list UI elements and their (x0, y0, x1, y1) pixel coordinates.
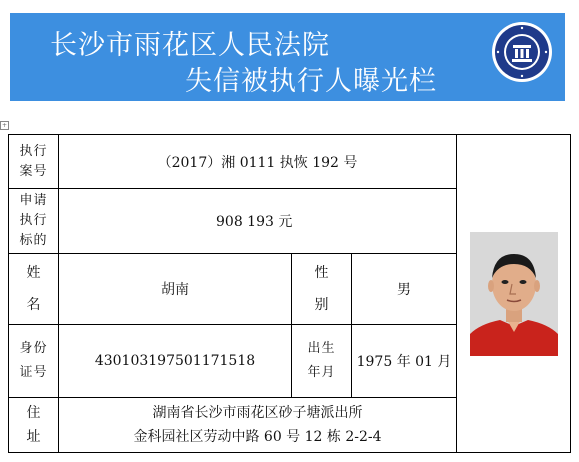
table-anchor-icon: + (1, 122, 8, 129)
table-row (9, 135, 571, 189)
defaulter-info-table (8, 134, 571, 453)
birth-value: 1975 年 01 月 (352, 325, 457, 398)
address-label: 住址 (26, 405, 41, 445)
gender-value: 男 (352, 254, 457, 325)
address-line-1: 湖南省长沙市雨花区砂子塘派出所 (152, 405, 363, 421)
birth-label: 出生年月 (307, 341, 336, 380)
case-number-value: （2017）湘 0111 执恢 192 号 (59, 135, 457, 189)
name-value: 胡南 (59, 254, 292, 325)
amount-label: 申请执行标的 (19, 193, 48, 248)
person-photo (470, 232, 558, 356)
amount-value: 908 193 元 (59, 189, 457, 254)
gender-label: 性别 (314, 265, 329, 313)
court-title: 长沙市雨花区人民法院 (50, 30, 330, 61)
header-banner (10, 13, 565, 101)
id-number-value: 430103197501171518 (59, 325, 292, 398)
id-number-label: 身份证号 (19, 341, 48, 380)
banner-subtitle: 失信被执行人曝光栏 (185, 66, 437, 97)
address-value (59, 398, 457, 453)
name-label: 姓名 (26, 265, 41, 313)
address-line-2: 金科园社区劳动中路 60 号 12 栋 2-2-4 (133, 429, 382, 445)
photo-cell (457, 135, 571, 453)
case-number-label: 执行案号 (19, 143, 48, 179)
court-seal-icon (491, 21, 553, 83)
